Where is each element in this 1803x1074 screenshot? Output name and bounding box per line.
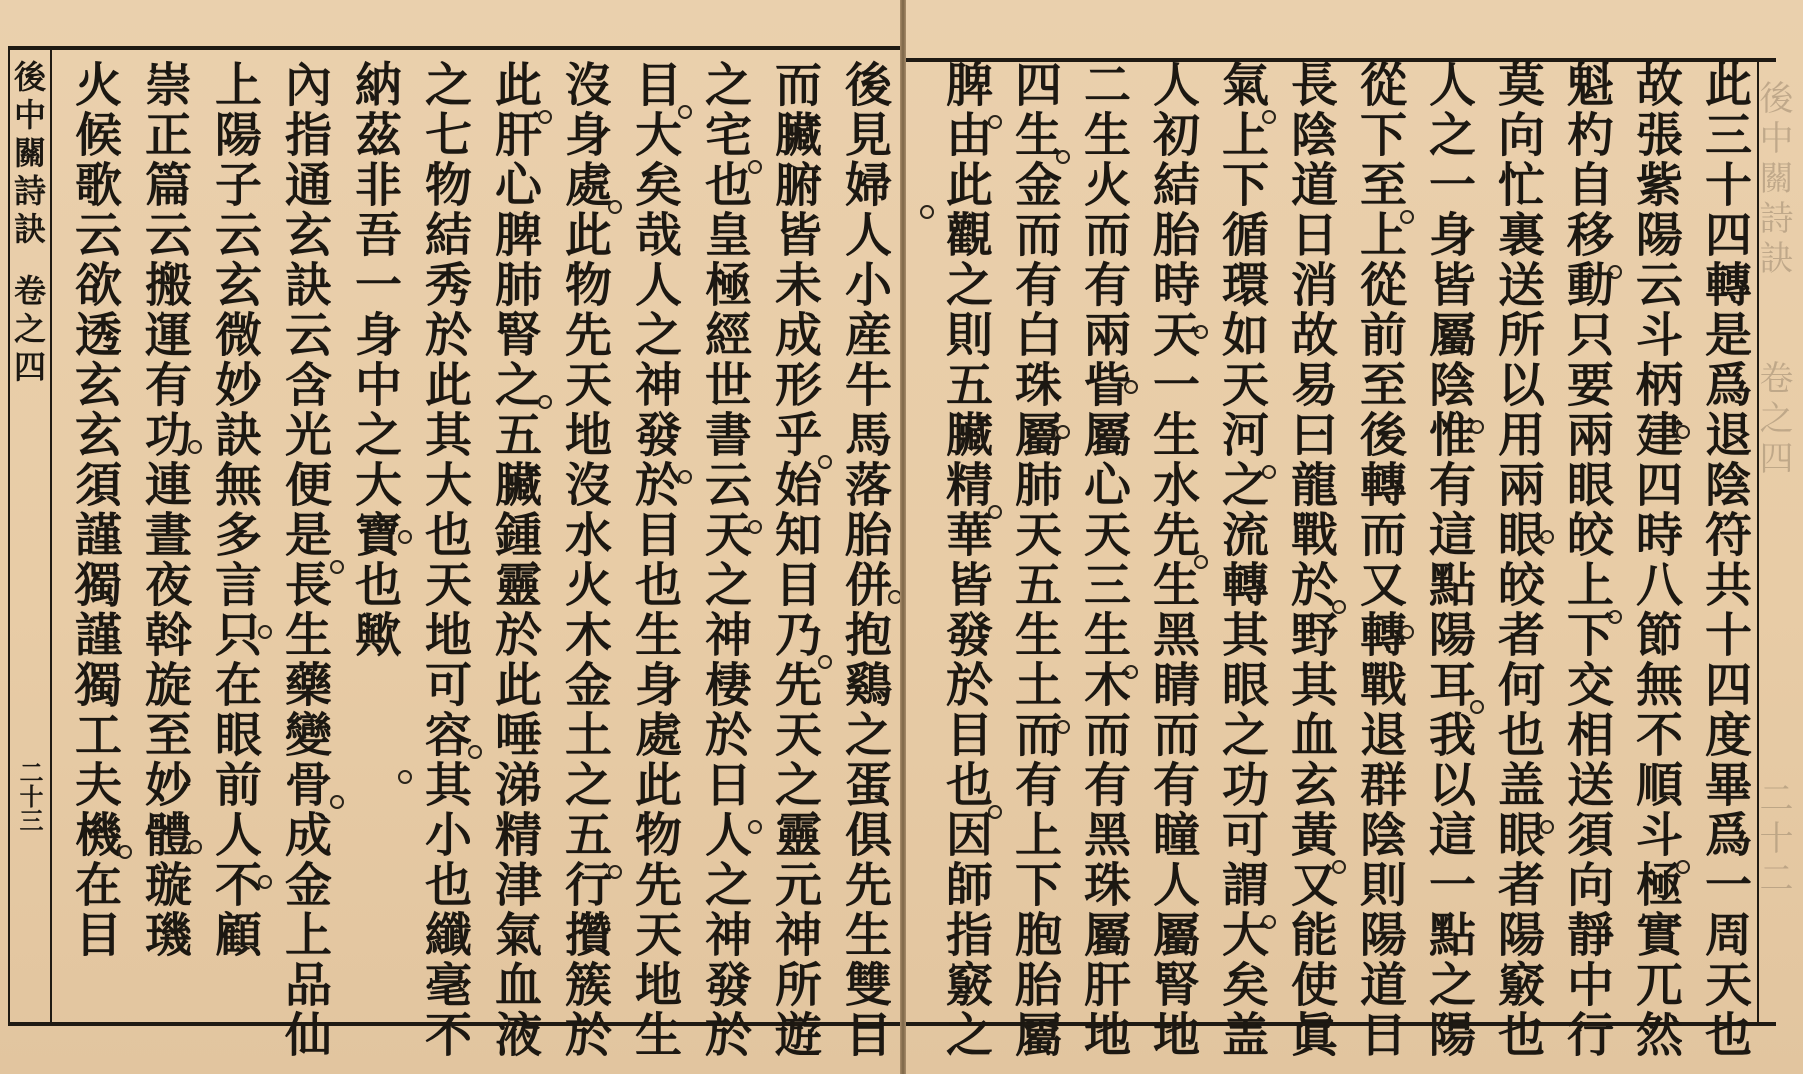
banxin-volume: 卷之四 <box>9 274 47 388</box>
punctuation-circle-mark <box>608 865 622 879</box>
text-column-11: 崇正篇云搬運有功連晝夜斡旋至妙體璇璣 <box>137 60 192 960</box>
punctuation-circle-mark <box>1540 820 1554 834</box>
text-column-1: 後見婦人小産牛馬落胎併抱鷄之蛋俱先生雙目 <box>837 60 892 1060</box>
punctuation-circle-mark <box>1676 425 1690 439</box>
text-column-8: 氣上下循環如天河之流轉其眼之功可謂大矣盖 <box>1214 60 1269 1060</box>
text-column-3: 之宅也皇極經世書云天之神棲於日人之神發於 <box>697 60 752 1060</box>
punctuation-circle-mark <box>818 655 832 669</box>
punctuation-circle-mark <box>330 560 344 574</box>
punctuation-circle-mark <box>678 105 692 119</box>
punctuation-circle-mark <box>398 770 412 784</box>
punctuation-circle-mark <box>988 505 1002 519</box>
punctuation-circle-mark <box>818 455 832 469</box>
punctuation-circle-mark <box>188 440 202 454</box>
punctuation-circle-mark <box>1262 915 1276 929</box>
banxin-rule <box>50 50 52 1022</box>
folio-number: 二十三 <box>15 760 44 832</box>
punctuation-circle-mark <box>608 200 622 214</box>
text-column-4: 目大矣哉人之神發於目也生身處此物先天地生 <box>627 60 682 1060</box>
punctuation-circle-mark <box>468 745 482 759</box>
text-column-6: 此肝心脾肺腎之五臟鍾靈於此唾涕精津氣血液 <box>487 60 542 1060</box>
punctuation-circle-mark <box>748 520 762 534</box>
punctuation-circle-mark <box>258 875 272 889</box>
text-column-3: 魁杓自移動只要兩眼皎上下交相送須向靜中行 <box>1559 60 1614 1060</box>
punctuation-circle-mark <box>1194 325 1208 339</box>
punctuation-circle-mark <box>1470 420 1484 434</box>
text-column-7: 長陰道日消故易曰龍戰於野其血玄黃又能使眞 <box>1283 60 1338 1060</box>
text-column-9: 人初結胎時天一生水先生黑睛而有瞳人屬腎地 <box>1145 60 1200 1060</box>
punctuation-circle-mark <box>1056 425 1070 439</box>
punctuation-circle-mark <box>398 530 412 544</box>
top-rule <box>8 46 900 50</box>
punctuation-circle-mark <box>1262 110 1276 124</box>
punctuation-circle-mark <box>1470 700 1484 714</box>
punctuation-circle-mark <box>1194 555 1208 569</box>
punctuation-circle-mark <box>1332 600 1346 614</box>
punctuation-circle-mark <box>538 395 552 409</box>
text-column-9: 內指通玄訣云含光便是長生藥變骨成金上品仙 <box>277 60 332 1060</box>
text-column-10: 上陽子云玄微妙訣無多言只在眼前人不顧 <box>207 60 262 960</box>
punctuation-circle-mark <box>1262 465 1276 479</box>
text-column-1: 此三十四轉是爲退陰符共十四度畢爲一周天也 <box>1697 60 1752 1060</box>
punctuation-circle-mark <box>1400 625 1414 639</box>
banxin <box>8 60 48 1020</box>
punctuation-circle-mark <box>258 625 272 639</box>
show-through-banxin: 後中關詩訣卷之四二十二 <box>1753 80 1793 900</box>
text-column-4: 莫向忙裏送所以用兩眼皎者何也盖眼者陽竅也 <box>1490 60 1545 1060</box>
text-column-2: 而臟腑皆未成形乎始知目乃先天之靈元神所遊 <box>767 60 822 1060</box>
text-column-5: 人之一身皆屬陰惟有這點陽耳我以這一點之陽 <box>1421 60 1476 1060</box>
punctuation-circle-mark <box>920 205 934 219</box>
punctuation-circle-mark <box>330 795 344 809</box>
text-column-7: 之七物結秀於此其大也天地可容其小也纖毫不 <box>417 60 472 1060</box>
punctuation-circle-mark <box>1608 610 1622 624</box>
text-column-5: 沒身處此物先天地沒水火木金土之五行攢簇於 <box>557 60 612 1060</box>
punctuation-circle-mark <box>1608 265 1622 279</box>
punctuation-circle-mark <box>1124 665 1138 679</box>
punctuation-circle-mark <box>1056 150 1070 164</box>
punctuation-circle-mark <box>748 160 762 174</box>
text-column-6: 從下至上從前至後轉而又轉戰退群陰則陽道日 <box>1352 60 1407 1060</box>
punctuation-circle-mark <box>748 820 762 834</box>
punctuation-circle-mark <box>118 845 132 859</box>
text-column-12: 脾由此觀之則五臟精華皆發於目也因師指竅之 <box>938 60 993 1060</box>
punctuation-circle-mark <box>988 115 1002 129</box>
banxin-title: 後中關詩訣 <box>9 60 47 250</box>
punctuation-circle-mark <box>188 840 202 854</box>
punctuation-circle-mark <box>1332 860 1346 874</box>
text-column-10: 二生火而有兩眥屬心天三生木而有黑珠屬肝地 <box>1076 60 1131 1060</box>
text-column-8: 納茲非吾一身中之大寶也歟 <box>347 60 402 660</box>
punctuation-circle-mark <box>1676 860 1690 874</box>
text-column-11: 四生金而有白珠屬肺天五生土而有上下胞胎屬 <box>1007 60 1062 1060</box>
left-page <box>0 0 900 1074</box>
right-page <box>906 0 1803 1074</box>
text-column-2: 故張紫陽云斗柄建四時八節無不順斗極實兀然 <box>1628 60 1683 1060</box>
punctuation-circle-mark <box>1540 530 1554 544</box>
punctuation-circle-mark <box>538 110 552 124</box>
text-column-12: 火候歌云欲透玄玄須謹獨謹獨工夫機在目 <box>67 60 122 960</box>
punctuation-circle-mark <box>988 805 1002 819</box>
punctuation-circle-mark <box>1056 720 1070 734</box>
punctuation-circle-mark <box>1124 380 1138 394</box>
punctuation-circle-mark <box>678 470 692 484</box>
punctuation-circle-mark <box>1400 210 1414 224</box>
